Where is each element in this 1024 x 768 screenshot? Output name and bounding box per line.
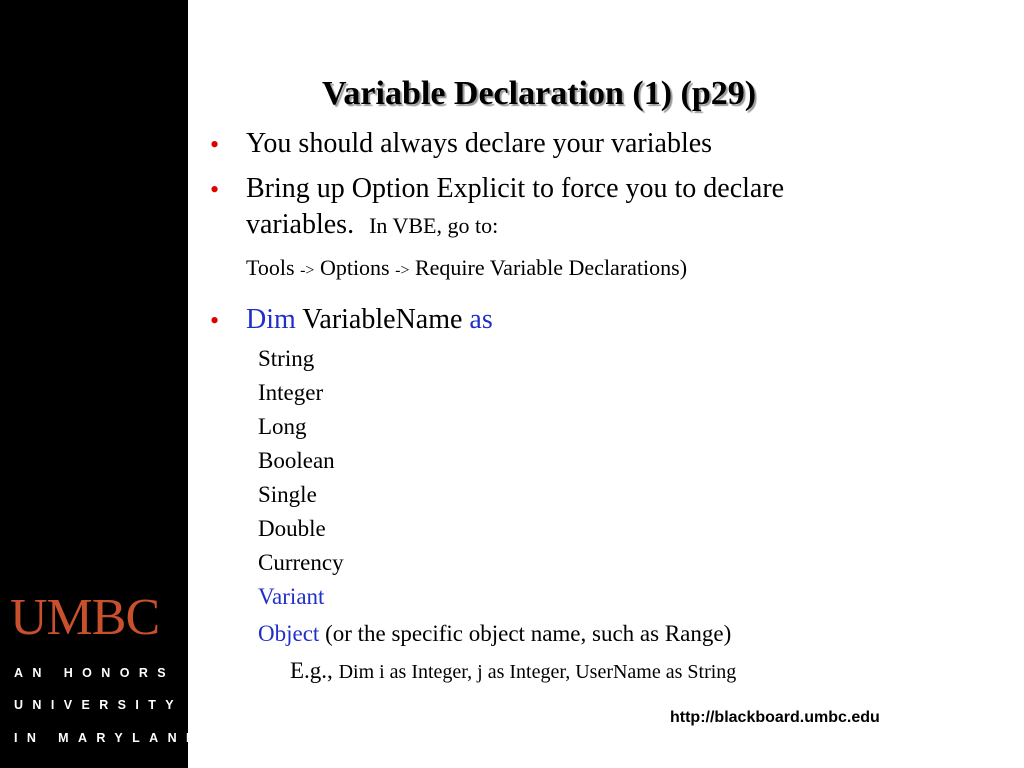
keyword-dim: Dim: [246, 304, 296, 335]
example-prefix: E.g.,: [290, 658, 333, 683]
bullet-1-text: You should always declare your variables: [246, 128, 713, 159]
tagline-line-2: UNIVERSITY: [14, 698, 184, 712]
bullet-marker: •: [210, 306, 220, 335]
bullet-2-variables: variables.: [246, 209, 355, 240]
type-currency: Currency: [258, 550, 344, 575]
menu-path-arrow: ->: [395, 262, 410, 279]
type-single: Single: [258, 482, 317, 507]
type-object: [258, 622, 731, 645]
variable-name: VariableName: [302, 304, 463, 335]
bullet-2-line-1: Bring up Option Explicit to force you to declare: [246, 173, 785, 204]
tagline-line-3: IN MARYLAND: [14, 731, 205, 745]
menu-path-arrow: ->: [300, 262, 315, 279]
type-long: Long: [258, 414, 307, 439]
example-code: Dim i as Integer, j as Integer, UserName as String: [338, 661, 737, 683]
type-double: Double: [258, 516, 326, 541]
type-variant: Variant: [258, 584, 325, 609]
bullet-marker: •: [210, 175, 220, 204]
footer-url: http://blackboard.umbc.edu: [670, 709, 880, 726]
example-line: [290, 659, 736, 682]
menu-path: [246, 257, 687, 279]
bullet-2-line-2: [246, 211, 498, 239]
bullet-marker: •: [210, 130, 220, 159]
menu-path-options: Options: [319, 255, 390, 280]
bullet-3-text: [246, 306, 493, 334]
tagline-line-1: AN HONORS: [14, 666, 175, 680]
keyword-as: as: [469, 304, 493, 335]
type-boolean: Boolean: [258, 448, 335, 473]
sidebar: [0, 0, 205, 768]
bullet-2-vbe-note: In VBE, go to:: [369, 213, 499, 238]
umbc-logo: UMBC: [10, 589, 160, 646]
type-integer: Integer: [258, 380, 324, 405]
menu-path-tools: Tools: [246, 255, 295, 280]
keyword-object: Object: [258, 621, 320, 646]
menu-path-require: Require Variable Declarations): [414, 255, 688, 280]
type-string: String: [258, 346, 315, 371]
object-note: (or the specific object name, such as Range): [325, 621, 732, 646]
slide-title: Variable Declaration (1) (p29): [322, 75, 757, 112]
